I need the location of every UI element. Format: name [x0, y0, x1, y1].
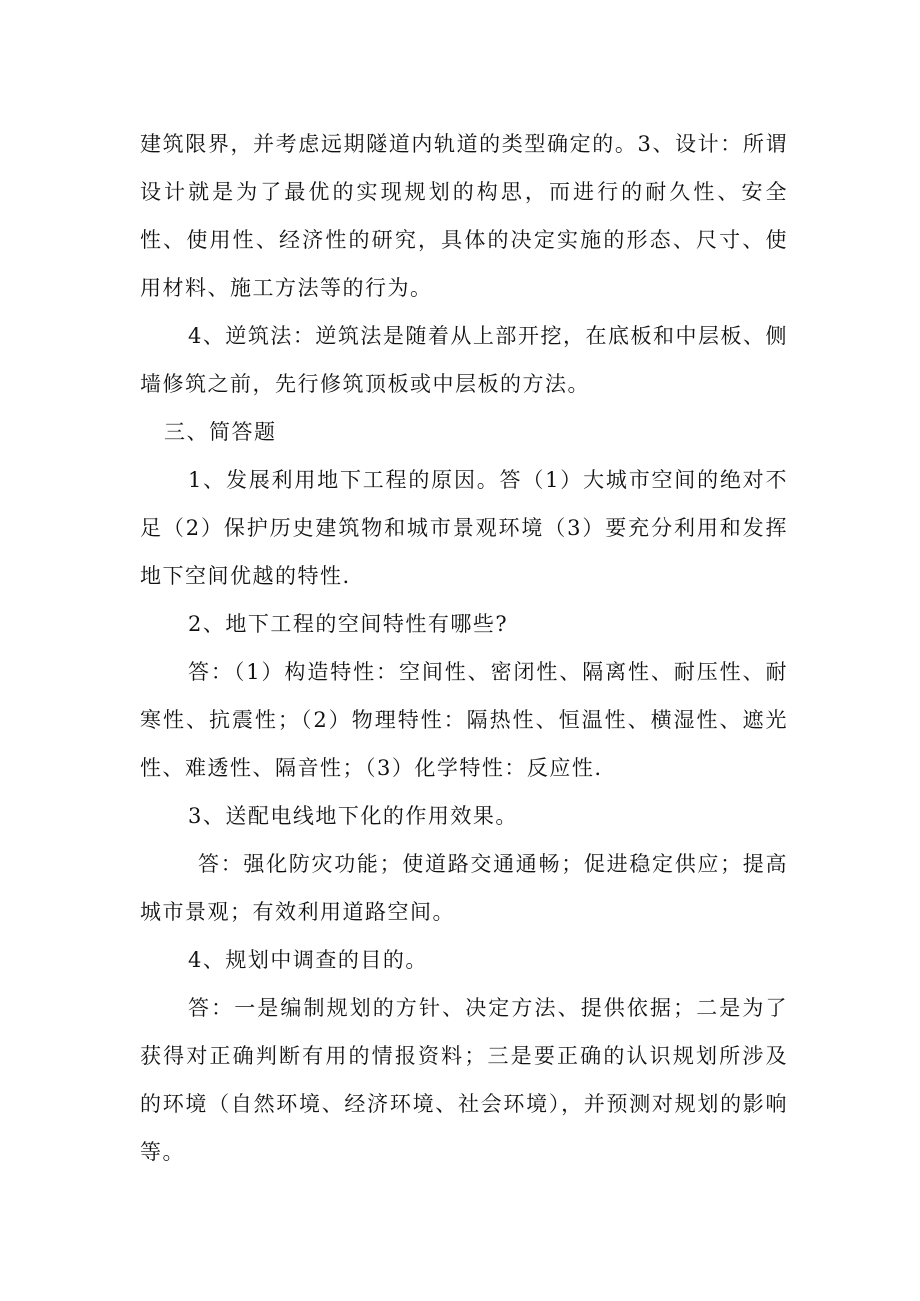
section-heading-short-answer: 三、简答题: [164, 420, 277, 444]
paragraph-question-1: 1、发展利用地下工程的原因。答（1）大城市空间的绝对不足（2）保护历史建筑物和城市景观环境（3）要充分利用和发挥地下空间优越的特性.: [140, 468, 788, 588]
paragraph-design-definition: 建筑限界，并考虑远期隧道内轨道的类型确定的。3、设计：所谓设计就是为了最优的实现规划的构思，而进行的耐久性、安全性、使用性、经济性的研究，具体的决定实施的形态、尺寸、使用材料、施工方法等的行为。: [140, 132, 788, 300]
paragraph-question-3: 3、送配电线地下化的作用效果。: [188, 804, 518, 828]
paragraph-reverse-construction: 4、逆筑法：逆筑法是随着从上部开挖，在底板和中层板、侧墙修筑之前，先行修筑顶板或中层板的方法。: [140, 324, 788, 396]
paragraph-question-2: 2、地下工程的空间特性有哪些?: [188, 612, 509, 636]
document-body: [140, 120, 788, 1176]
paragraph-answer-3: 答：强化防灾功能；使道路交通通畅；促进稳定供应；提高城市景观；有效利用道路空间。: [140, 852, 788, 924]
paragraph-answer-4: 答：一是编制规划的方针、决定方法、提供依据；二是为了获得对正确判断有用的情报资料；三是要正确的认识规划所涉及的环境（自然环境、经济环境、社会环境），并预测对规划的影响等。: [140, 996, 788, 1164]
paragraph-question-4: 4、规划中调查的目的。: [188, 948, 428, 972]
paragraph-answer-2: 答：（1）构造特性：空间性、密闭性、隔离性、耐压性、耐寒性、抗震性；（2）物理特性：隔热性、恒温性、横湿性、遮光性、难透性、隔音性；（3）化学特性：反应性.: [140, 660, 788, 780]
